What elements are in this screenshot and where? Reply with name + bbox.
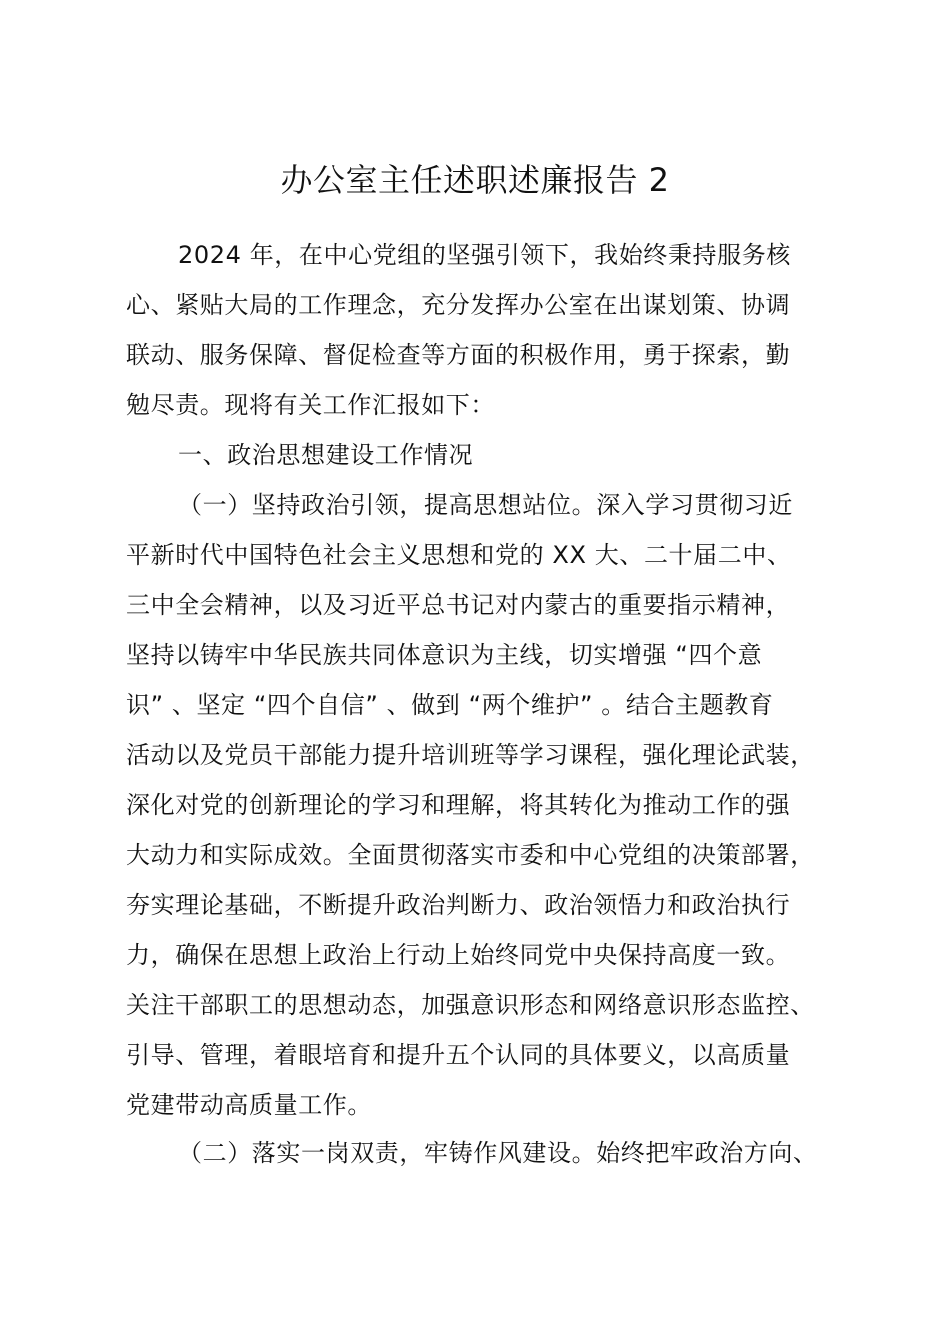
text-line: 深化对党的创新理论的学习和理解，将其转化为推动工作的强: [126, 791, 791, 819]
text-line: 引导、管理，着眼培育和提升五个认同的具体要义，以高质量: [126, 1041, 791, 1069]
text-line: 大动力和实际成效。全面贯彻落实市委和中心党组的决策部署，: [126, 841, 815, 869]
text-line: 识” 、坚定 “四个自信” 、做到 “两个维护” 。结合主题教育: [126, 691, 774, 719]
section-heading: [126, 430, 856, 480]
text-line: 2024 年，在中心党组的坚强引领下，我始终秉持服务核: [178, 241, 791, 269]
text-line: （二）落实一岗双责，牢铸作风建设。始终把牢政治方向、: [178, 1139, 818, 1167]
text-line: （一）坚持政治引领，提高思想站位。深入学习贯彻习近: [178, 491, 793, 519]
paragraph-section-1: [126, 480, 856, 1130]
text-line: 心、紧贴大局的工作理念，充分发挥办公室在出谋划策、协调: [126, 291, 791, 319]
text-line: 党建带动高质量工作。: [126, 1091, 372, 1119]
text-line: 力，确保在思想上政治上行动上始终同党中央保持高度一致。: [126, 941, 791, 969]
document-title: 办公室主任述职述廉报告 2: [280, 161, 670, 199]
heading-text: 一、政治思想建设工作情况: [178, 441, 474, 469]
text-line: 坚持以铸牢中华民族共同体意识为主线，切实增强 “四个意: [126, 641, 763, 669]
text-line: 活动以及党员干部能力提升培训班等学习课程，强化理论武装，: [126, 741, 815, 769]
text-line: 勉尽责。现将有关工作汇报如下：: [126, 391, 495, 419]
paragraph-section-2: [126, 1128, 856, 1178]
text-line: 关注干部职工的思想动态，加强意识形态和网络意识形态监控、: [126, 991, 815, 1019]
paragraph-intro: [126, 230, 856, 430]
text-line: 三中全会精神，以及习近平总书记对内蒙古的重要指示精神，: [126, 591, 791, 619]
text-line: 夯实理论基础，不断提升政治判断力、政治领悟力和政治执行: [126, 891, 791, 919]
text-line: 平新时代中国特色社会主义思想和党的 XX 大、二十届二中、: [126, 541, 792, 569]
text-line: 联动、服务保障、督促检查等方面的积极作用，勇于探索，勤: [126, 341, 791, 369]
